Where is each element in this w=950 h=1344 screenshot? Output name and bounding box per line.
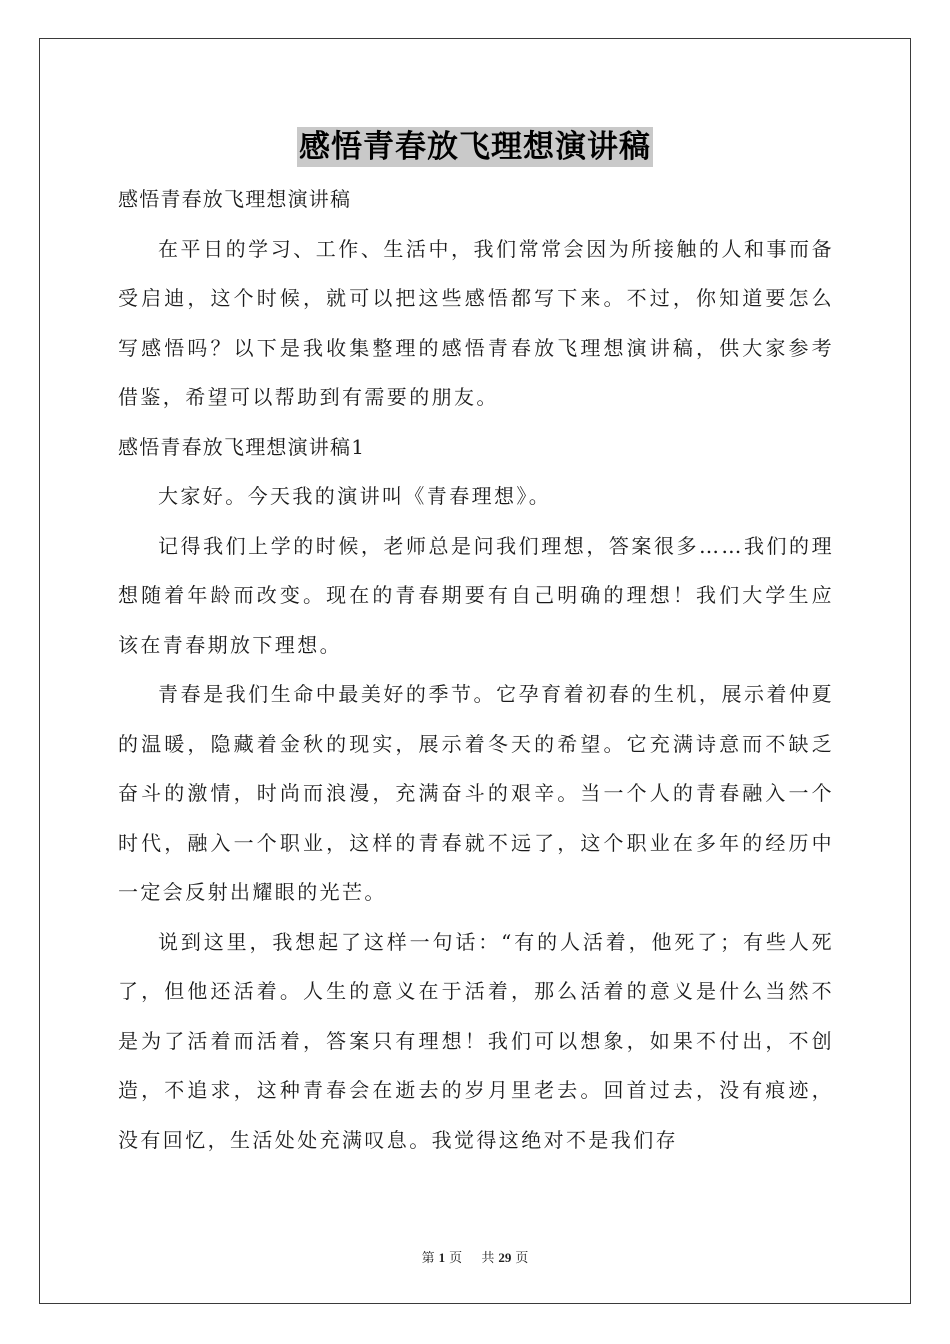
paragraph-intro: 在平日的学习、工作、生活中，我们常常会因为所接触的人和事而备受启迪，这个时候，就可以把这些感悟都写下来。不过，你知道要怎么写感悟吗？以下是我收集整理的感悟青春放飞理想演讲稿，供大家参考借鉴，希望可以帮助到有需要的朋友。 [118, 236, 834, 409]
document-body [118, 175, 834, 1165]
paragraph-body: 青春是我们生命中最美好的季节。它孕育着初春的生机，展示着仲夏的温暖，隐藏着金秋的现实，展示着冬天的希望。它充满诗意而不缺乏奋斗的激情，时尚而浪漫，充满奋斗的艰辛。当一个人的青春融入一个时代，融入一个职业，这样的青春就不远了，这个职业在多年的经历中一定会反射出耀眼的光芒。 [118, 682, 834, 904]
paragraph-subtitle: 感悟青春放飞理想演讲稿 [118, 187, 352, 211]
paragraph-body: 记得我们上学的时候，老师总是问我们理想，答案很多……我们的理想随着年龄而改变。现在的青春期要有自己明确的理想！我们大学生应该在青春期放下理想。 [118, 533, 834, 657]
section-heading: 感悟青春放飞理想演讲稿1 [118, 434, 366, 459]
paragraph-body: 说到这里，我想起了这样一句话：“有的人活着，他死了；有些人死了，但他还活着。人生的意义在于活着，那么活着的意义是什么当然不是为了活着而活着，答案只有理想！我们可以想象，如果不付出，不创造，不追求，这种青春会在逝去的岁月里老去。回首过去，没有痕迹，没有回忆，生活处处充满叹息。我觉得这绝对不是我们存 [118, 929, 834, 1152]
page-footer [0, 1247, 950, 1266]
document-title-text: 感悟青春放飞理想演讲稿 [299, 129, 651, 165]
document-title [0, 127, 950, 167]
page-total: 共 29 页 [481, 1250, 529, 1265]
page-number: 第 1 页 [421, 1250, 463, 1265]
paragraph-greeting: 大家好。今天我的演讲叫《青春理想》。 [158, 484, 552, 508]
